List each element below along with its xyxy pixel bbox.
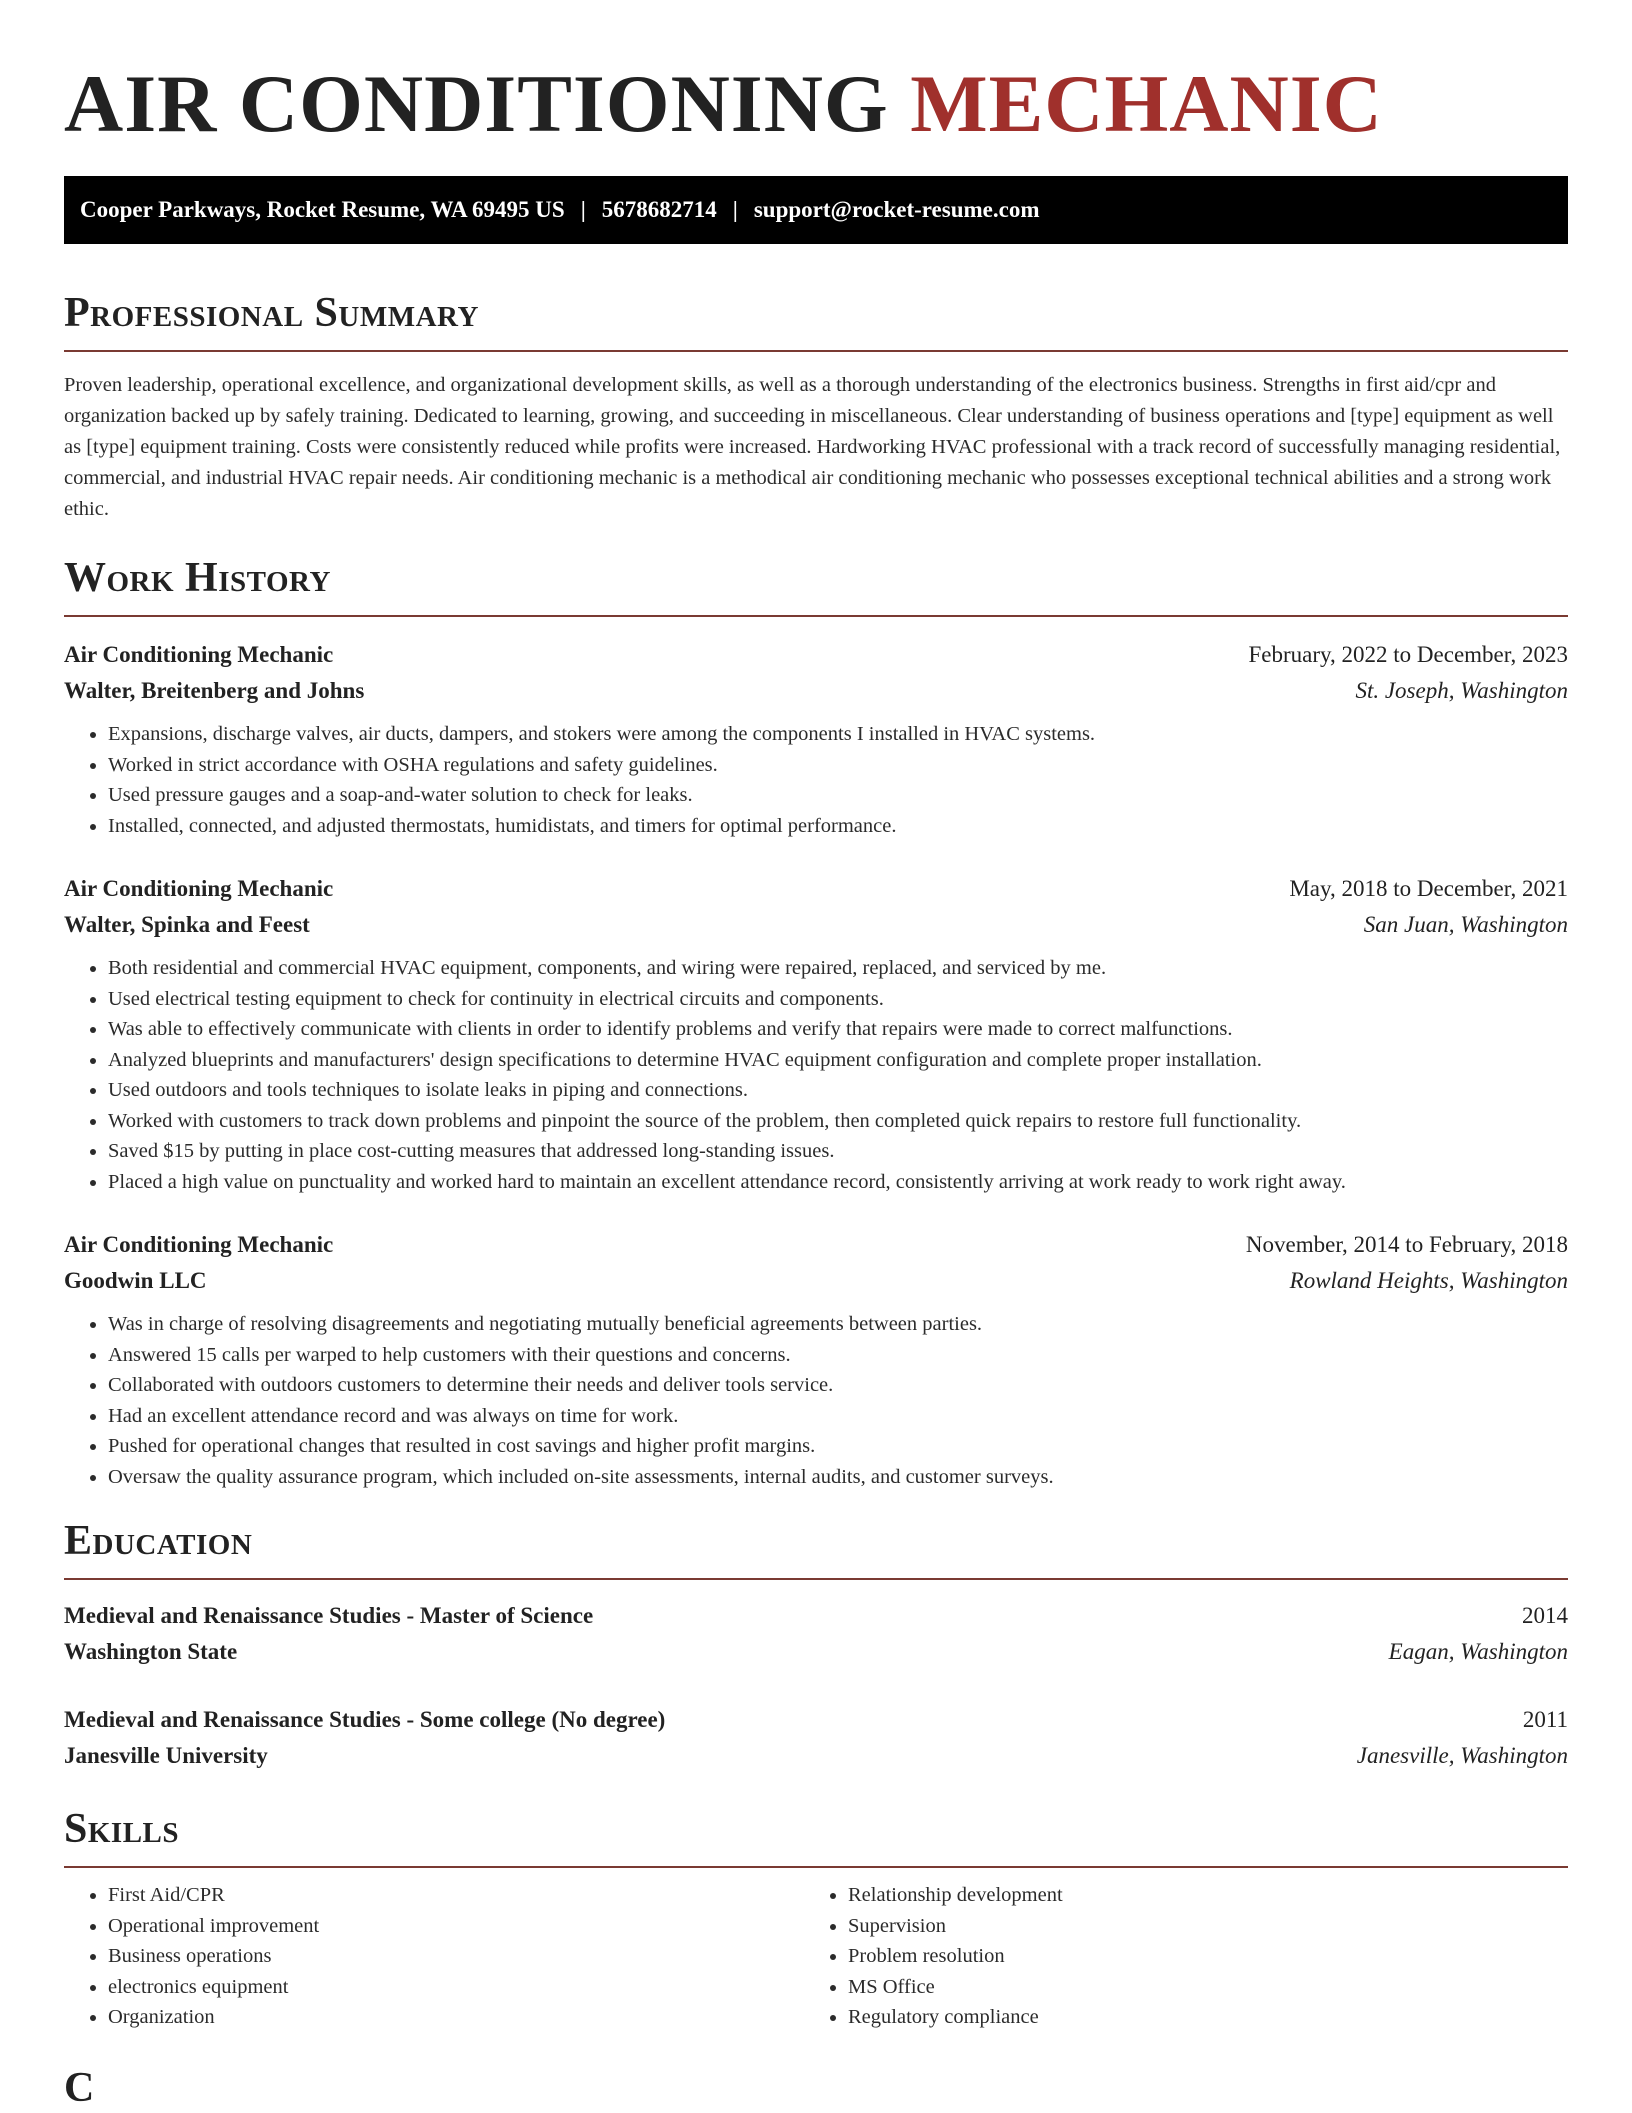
section-divider [64,1578,1568,1580]
contact-separator: | [580,197,586,222]
job-bullets [64,953,1568,1197]
job-bullets [64,1309,1568,1492]
job-bullet: • Collaborated with outdoors customers to determine their needs and deliver tools service. [108,1370,1568,1401]
contact-separator: | [732,197,738,222]
education-entry [64,1598,1568,1670]
resume-name [64,0,1568,176]
education-entry [64,1702,1568,1774]
job-company: Walter, Spinka and Feest [64,912,310,937]
education-location: Eagan, Washington [1388,1639,1568,1664]
summary-text: Proven leadership, operational excellence, and organizational development skills, as well as a thorough understanding of the electronics business. Strengths in first aid/cpr and organization backed up by safely training. Dedicated to learning, growing, and succeeding in miscellaneous. Clear understanding of business operations and [type] equipment as well as [type] equipment training. Costs were consistently reduced while profits were increased. Hardworking HVAC professional with a track record of successfully managing residential, commercial, and industrial HVAC repair needs. Air conditioning mechanic is a methodical air conditioning mechanic who possesses exceptional technical abilities and a strong work ethic. [64,374,1561,520]
job-bullet: • Expansions, discharge valves, air ducts, dampers, and stokers were among the components I installed in HVAC systems. [108,719,1568,750]
job-dates: November, 2014 to February, 2018 [1245,1232,1568,1257]
skill-item: • Supervision [848,1911,1544,1942]
contact-phone: 5678682714 [601,197,717,222]
section-divider [64,350,1568,352]
education-school: Janesville University [64,1743,268,1768]
skill-item: • electronics equipment [108,1972,804,2003]
job-entry [64,1227,1568,1492]
job-bullet: • Pushed for operational changes that resulted in cost savings and higher profit margins. [108,1431,1568,1462]
job-location: St. Joseph, Washington [1355,678,1568,703]
section-divider [64,615,1568,617]
job-location: San Juan, Washington [1363,912,1568,937]
job-bullet: • Used electrical testing equipment to check for continuity in electrical circuits and components. [108,984,1568,1015]
job-dates: February, 2022 to December, 2023 [1248,642,1568,667]
name-first: AIR CONDITIONING [64,58,889,149]
education-degree: Medieval and Renaissance Studies - Master of Science [64,1603,594,1628]
job-location: Rowland Heights, Washington [1289,1268,1568,1293]
job-dates: May, 2018 to December, 2021 [1289,876,1568,901]
skill-item: • Organization [108,2002,804,2033]
job-bullet: • Was in charge of resolving disagreements and negotiating mutually beneficial agreements between parties. [108,1309,1568,1340]
skill-item: • First Aid/CPR [108,1880,804,1911]
job-bullet: • Worked with customers to track down problems and pinpoint the source of the problem, then completed quick repairs to restore full functionality. [108,1106,1568,1137]
job-bullet: • Had an excellent attendance record and was always on time for work. [108,1401,1568,1432]
contact-email: support@rocket-resume.com [753,197,1040,222]
education-degree: Medieval and Renaissance Studies - Some college (No degree) [64,1707,666,1732]
skill-item: • MS Office [848,1972,1544,2003]
section-title-skills: Skills [64,1806,180,1852]
contact-bar [64,176,1568,244]
section-divider [64,1866,1568,1868]
skill-item: • Operational improvement [108,1911,804,1942]
job-bullet: • Was able to effectively communicate with clients in order to identify problems and verify that repairs were made to correct malfunctions. [108,1014,1568,1045]
skills-column-left [64,1880,804,2033]
job-bullet: • Placed a high value on punctuality and worked hard to maintain an excellent attendance record, consistently arriving at work ready to work right away. [108,1167,1568,1198]
skill-item: • Problem resolution [848,1941,1544,1972]
education-location: Janesville, Washington [1356,1743,1568,1768]
skill-item: • Regulatory compliance [848,2002,1544,2033]
job-role: Air Conditioning Mechanic [64,1232,334,1257]
job-bullet: • Used outdoors and tools techniques to isolate leaks in piping and connections. [108,1075,1568,1106]
education-year: 2014 [1522,1603,1568,1628]
skills-column-right [804,1880,1544,2033]
skill-item: • Relationship development [848,1880,1544,1911]
contact-address: Cooper Parkways, Rocket Resume, WA 69495 US [80,197,565,222]
education-school: Washington State [64,1639,238,1664]
skill-item: • Business operations [108,1941,804,1972]
job-company: Goodwin LLC [64,1268,207,1293]
job-bullets [64,719,1568,841]
section-title-education: Education [64,1518,253,1564]
job-role: Air Conditioning Mechanic [64,642,334,667]
skills-list [64,1880,1568,2033]
job-bullet: • Both residential and commercial HVAC equipment, components, and wiring were repaired, replaced, and serviced by me. [108,953,1568,984]
job-role: Air Conditioning Mechanic [64,876,334,901]
section-title-work-history: Work History [64,555,331,601]
section-title-next: C [64,2064,95,2111]
job-bullet: • Used pressure gauges and a soap-and-water solution to check for leaks. [108,780,1568,811]
job-bullet: • Answered 15 calls per warped to help customers with their questions and concerns. [108,1340,1568,1371]
job-entry [64,871,1568,1197]
job-bullet: • Installed, connected, and adjusted thermostats, humidistats, and timers for optimal performance. [108,811,1568,842]
education-year: 2011 [1522,1707,1568,1732]
job-bullet: • Saved $15 by putting in place cost-cutting measures that addressed long-standing issues. [108,1136,1568,1167]
name-last: MECHANIC [910,58,1383,149]
section-title-summary: Professional Summary [64,290,479,336]
job-company: Walter, Breitenberg and Johns [64,678,365,703]
job-bullet: • Worked in strict accordance with OSHA regulations and safety guidelines. [108,750,1568,781]
job-entry [64,637,1568,841]
job-bullet: • Oversaw the quality assurance program, which included on-site assessments, internal audits, and customer surveys. [108,1462,1568,1493]
job-bullet: • Analyzed blueprints and manufacturers' design specifications to determine HVAC equipment configuration and complete proper installation. [108,1045,1568,1076]
